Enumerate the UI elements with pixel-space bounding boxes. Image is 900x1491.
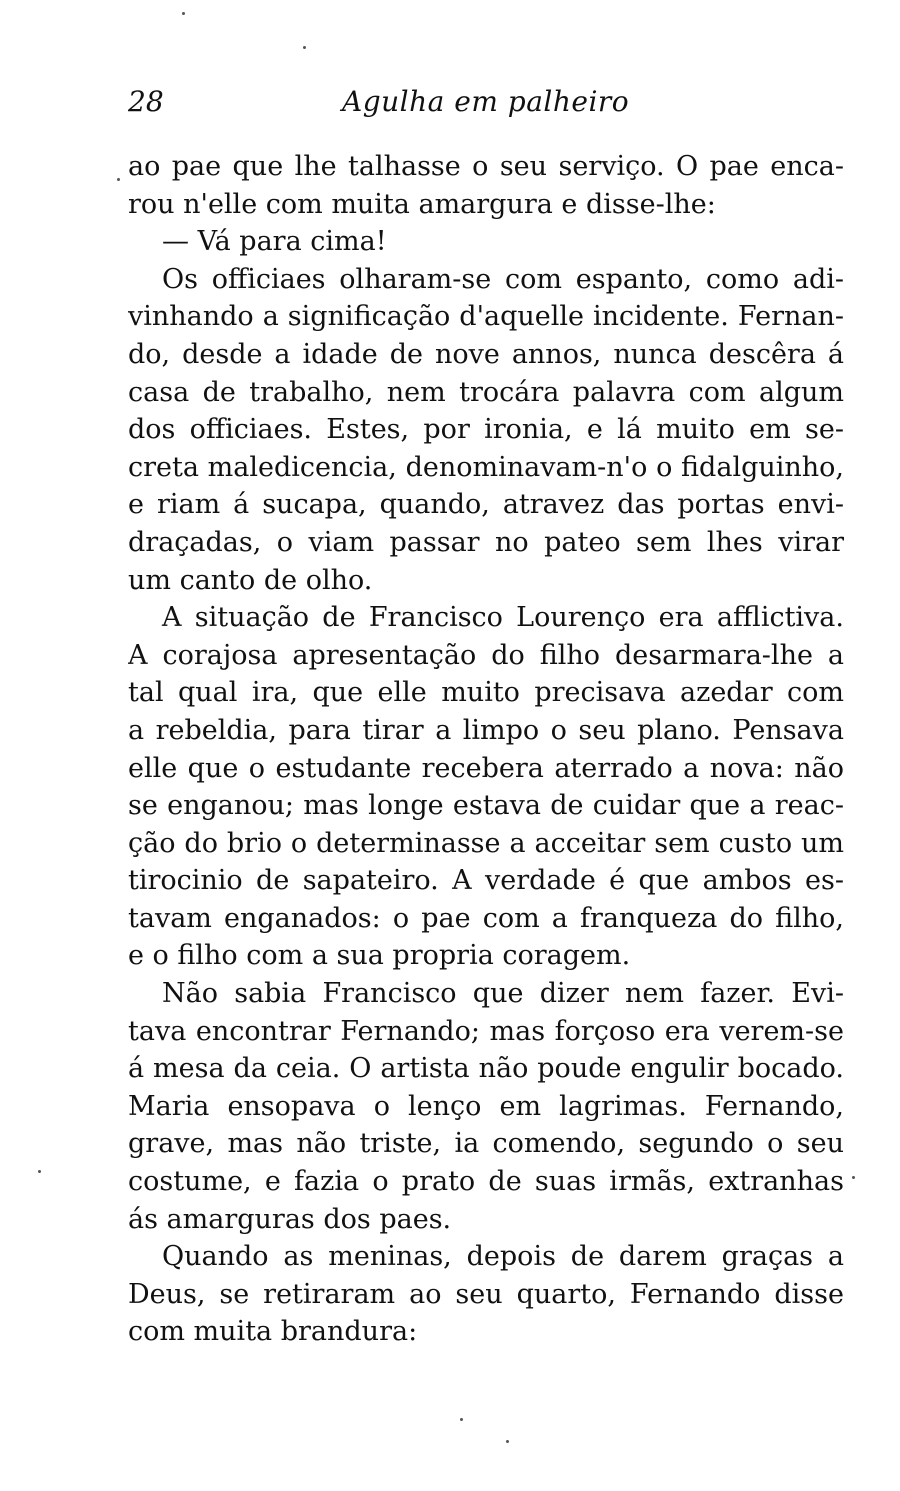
text-line: rou n'elle com muita amargura e disse-lhe: — [128, 188, 716, 220]
text-line: se enganou; mas longe estava de cuidar que a reac- — [128, 790, 844, 822]
text-line: tava encontrar Fernando; mas forçoso era verem-se — [128, 1015, 844, 1047]
text-line: ás amarguras dos paes. — [128, 1203, 452, 1235]
body-text — [128, 148, 844, 1351]
running-head — [128, 82, 844, 126]
book-title: Agulha em palheiro — [342, 85, 630, 118]
text-line: grave, mas não triste, ia comendo, segundo o seu — [128, 1128, 844, 1160]
text-line: costume, e fazia o prato de suas irmãs, extranhas — [128, 1166, 844, 1198]
scan-speck — [117, 178, 120, 181]
text-line: tirocinio de sapateiro. A verdade é que ambos es- — [128, 865, 844, 897]
text-line: tal qual ira, que elle muito precisava azedar com — [128, 677, 844, 709]
text-line: do, desde a idade de nove annos, nunca descêra á — [128, 338, 844, 370]
scan-speck — [38, 1170, 41, 1173]
text-line: um canto de olho. — [128, 564, 373, 596]
text-line: vinhando a significação d'aquelle incidente. Fernan- — [128, 301, 844, 333]
text-line: elle que o estudante recebera aterrado a nova: não — [128, 752, 844, 784]
text-line: A corajosa apresentação do filho desarmara-lhe a — [128, 639, 844, 671]
scan-speck — [303, 46, 306, 49]
text-line: dos officiaes. Estes, por ironia, e lá muito em se- — [128, 414, 844, 446]
text-line: creta maledicencia, denominavam-n'o o fidalguinho, — [128, 451, 844, 483]
text-line: e o filho com a sua propria coragem. — [128, 940, 631, 972]
text-line: casa de trabalho, nem trocára palavra com algum — [128, 376, 844, 408]
paragraph-first-line: A situação de Francisco Lourenço era afflictiva. — [162, 602, 844, 634]
text-line: Maria ensopava o lenço em lagrimas. Fernando, — [128, 1090, 844, 1122]
text-line: ção do brio o determinasse a acceitar sem custo um — [128, 827, 844, 859]
text-line: tavam enganados: o pae com a franqueza do filho, — [128, 902, 844, 934]
text-line: draçadas, o viam passar no pateo sem lhes virar — [128, 526, 844, 558]
scan-speck — [182, 12, 185, 15]
text-line: Deus, se retiraram ao seu quarto, Fernando disse — [128, 1278, 844, 1310]
text-line: com muita brandura: — [128, 1316, 418, 1348]
text-line: ao pae que lhe talhasse o seu serviço. O pae enca- — [128, 151, 844, 182]
paragraph-first-line: Os officiaes olharam-se com espanto, como adi- — [162, 263, 844, 295]
text-line: á mesa da ceia. O artista não poude engulir bocado. — [128, 1053, 844, 1085]
text-line: e riam á sucapa, quando, atravez das portas envi- — [128, 489, 844, 521]
page-number: 28 — [128, 85, 164, 118]
paragraph-first-line: Não sabia Francisco que dizer nem fazer. Evi- — [162, 978, 844, 1010]
scan-speck — [506, 1440, 509, 1443]
scan-speck — [852, 1176, 855, 1179]
dialogue-line: — Vá para cima! — [162, 226, 387, 258]
paragraph-first-line: Quando as meninas, depois de darem graças a — [162, 1241, 844, 1273]
text-line: a rebeldia, para tirar a limpo o seu plano. Pensava — [128, 714, 844, 746]
scan-speck — [460, 1418, 463, 1421]
